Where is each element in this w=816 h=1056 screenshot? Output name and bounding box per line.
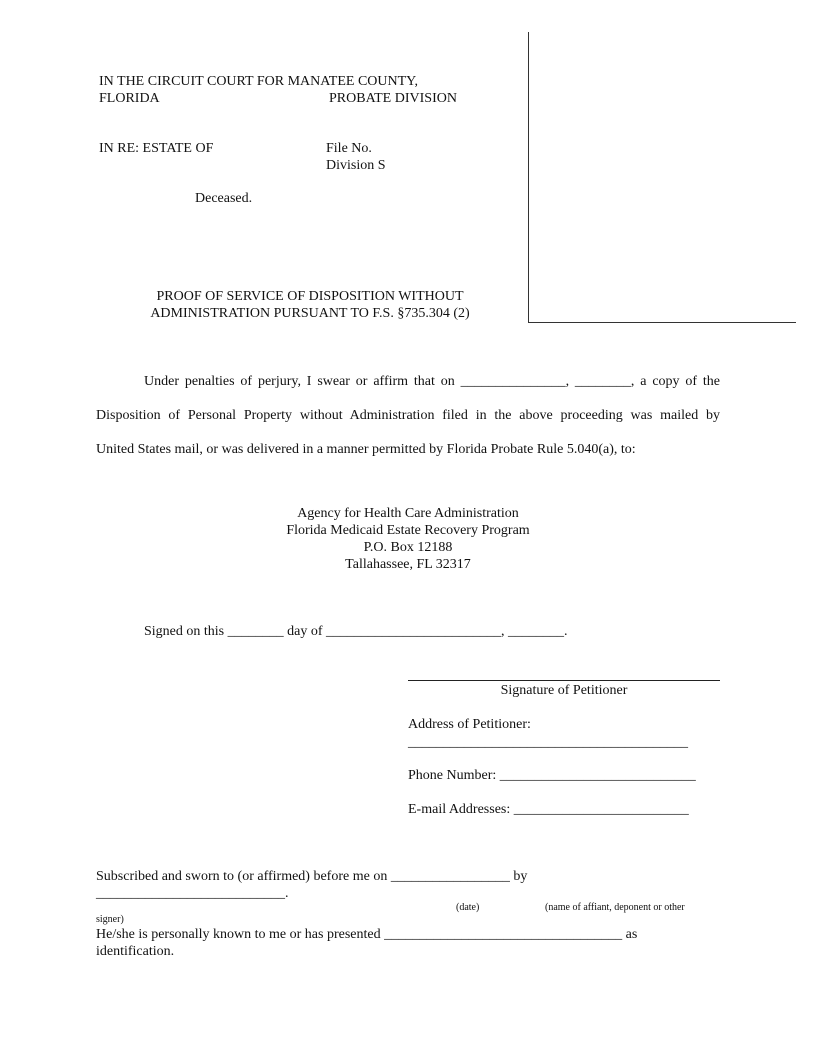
recipient-city: Tallahassee, FL 32317	[345, 557, 471, 572]
recipient-agency: Agency for Health Care Administration	[297, 506, 519, 521]
signed-on-line: Signed on this ________ day of _________________________, ________.	[144, 624, 568, 639]
address-line: ________________________________________	[408, 735, 688, 750]
statement-line-3: United States mail, or was delivered in a manner permitted by Florida Probate Rule 5.040(a), to:	[96, 442, 636, 457]
subscribed-line: Subscribed and sworn to (or affirmed) before me on _________________ by	[96, 869, 528, 884]
address-label: Address of Petitioner:	[408, 717, 531, 732]
court-line: IN THE CIRCUIT COURT FOR MANATEE COUNTY,	[99, 74, 418, 89]
court-state: FLORIDA	[99, 91, 160, 106]
phone-number-line: Phone Number: ____________________________	[408, 768, 696, 783]
recipient-program: Florida Medicaid Estate Recovery Program	[286, 523, 530, 538]
signer-caption: signer)	[96, 914, 124, 925]
statement-line-2: Disposition of Personal Property without Administration filed in the above proceeding was mailed by	[96, 408, 720, 423]
date-caption: (date)	[456, 902, 480, 913]
signature-line	[408, 680, 720, 681]
file-number: File No.	[326, 141, 372, 156]
name-caption: (name of affiant, deponent or other	[545, 902, 685, 913]
title-line-1: PROOF OF SERVICE OF DISPOSITION WITHOUT	[156, 289, 464, 304]
recipient-po-box: P.O. Box 12188	[363, 540, 453, 555]
identification-line: He/she is personally known to me or has presented __________________________________ as	[96, 927, 638, 942]
division-label: Division S	[326, 158, 386, 173]
email-line: E-mail Addresses: _________________________	[408, 802, 689, 817]
title-line-2: ADMINISTRATION PURSUANT TO F.S. §735.304 (2)	[150, 306, 470, 321]
filing-box-right-border	[528, 32, 529, 322]
signature-label: Signature of Petitioner	[500, 683, 628, 698]
affiant-name-line: ___________________________.	[96, 886, 289, 901]
in-re-estate: IN RE: ESTATE OF	[99, 141, 214, 156]
court-division: PROBATE DIVISION	[329, 91, 457, 106]
identification-label: identification.	[96, 944, 175, 959]
deceased-label: Deceased.	[195, 191, 253, 206]
filing-box-bottom-border	[528, 322, 796, 323]
statement-line-1: Under penalties of perjury, I swear or affirm that on _______________, ________, a copy of the	[144, 374, 720, 389]
